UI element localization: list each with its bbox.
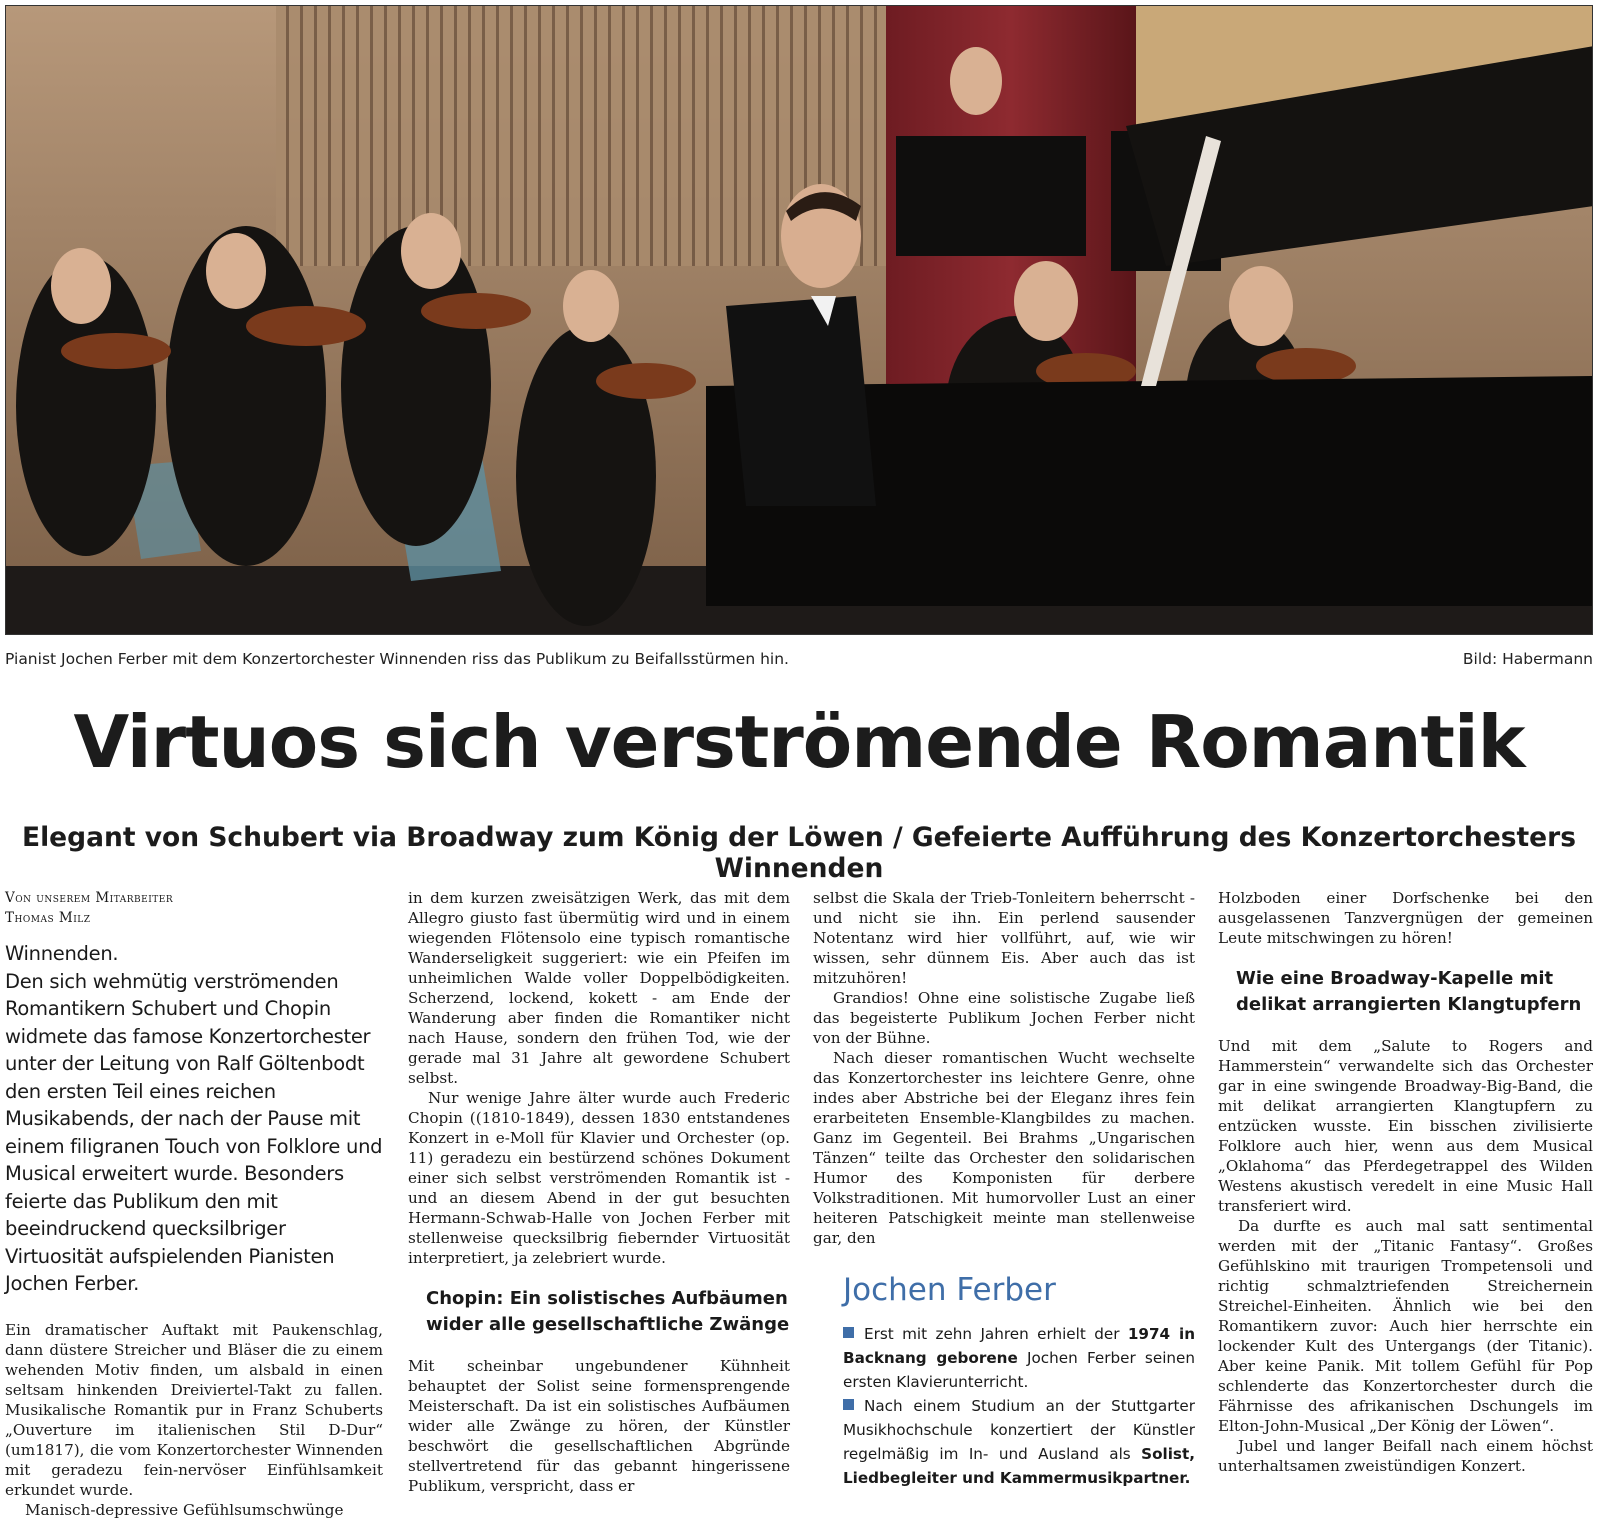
info-text: Jochen Ferber seinen ersten Klavierunterricht. bbox=[843, 1349, 1196, 1391]
section-subtitle: Chopin: Ein solistisches Aufbäumen wider alle gesellschaftliche Zwänge bbox=[426, 1288, 790, 1335]
body-paragraph: Und mit dem „Salute to Rogers and Hammerstein“ verwandelte sich das Orchester gar in eine swingende Broadway-Big-Band, die mit delikat arrangierten Klangtupfern zu entzücken wusste. Ein bisschen zivilisierte Folklore auch hier, wenn aus dem Musical „Oklahoma“ das Pferdegetrappel des Wilden Westens akustisch veredelt in eine Music Hall transferiert wird. bbox=[1218, 1037, 1593, 1215]
body-paragraph: Nach dieser romantischen Wucht wechselte das Konzertorchester ins leichtere Genre, ohne indes aber Abstriche bei der Eleganz ihres fein erarbeiteten Ensemble-Klangbildes zu machen. Ganz im Gegenteil. Bei Brahms „Ungarischen Tänzen“ teilte das Orchester den solidarischen Humor des Komponisten für derbere Volkstraditionen. Mit humorvoller Lust an einer heiteren Patschigkeit meinte man stellenweise gar, den bbox=[813, 1049, 1195, 1247]
column-2 bbox=[408, 888, 790, 1496]
column-4 bbox=[1218, 888, 1593, 1476]
info-box bbox=[813, 1272, 1195, 1490]
byline bbox=[5, 888, 383, 928]
section-subtitle: Wie eine Broadway-Kapelle mit delikat arrangierten Klangtupfern bbox=[1236, 968, 1582, 1015]
photo-caption: Pianist Jochen Ferber mit dem Konzertorchester Winnenden riss das Publikum zu Beifallsstürmen hin. bbox=[5, 650, 789, 668]
body-paragraph: Mit scheinbar ungebundener Kühnheit behauptet der Solist seine formensprengende Meisterschaft. Da ist ein solistisches Aufbäumen wider alle Zwänge zu hören, der Künstler beschwört die gesellschaftlichen Abgründe stellvertretend für das gebannt hingerissene Publikum, verspricht, dass er bbox=[408, 1357, 790, 1495]
bullet-square-icon bbox=[843, 1327, 854, 1338]
body-paragraph: Ein dramatischer Auftakt mit Paukenschlag, dann düstere Streicher und Bläser die zu einem wehenden Motiv finden, um alsbald in einen seltsam hinkenden Dreiviertel-Takt zu fallen. Musikalische Romantik pur in Franz Schuberts „Ouverture im italienischen Stil D-Dur“ (um1817), die vom Konzertorchester Winnenden mit geradezu fein-nervöser Einfühlsamkeit erkundet wurde. bbox=[5, 1320, 383, 1499]
byline-role: Von unserem Mitarbeiter bbox=[5, 890, 174, 906]
body-paragraph: Holzboden einer Dorfschenke bei den ausgelassenen Tanzvergnügen der gemeinen Leute mitschwingen zu hören! bbox=[1218, 889, 1593, 947]
info-text: Erst mit zehn Jahren erhielt der bbox=[864, 1325, 1120, 1343]
info-highlight: 1974 in Backnang geborene bbox=[843, 1325, 1196, 1367]
subheadline: Elegant von Schubert via Broadway zum König der Löwen / Gefeierte Aufführung des Konzertorchesters Winnenden bbox=[21, 822, 1576, 884]
body-paragraph: Jubel und langer Beifall nach einem höchst unterhaltsamen zweistündigen Konzert. bbox=[1218, 1437, 1593, 1475]
concert-photo-image bbox=[6, 6, 1593, 635]
body-paragraph: Nur wenige Jahre älter wurde auch Frederic Chopin ((1810-1849), dessen 1830 entstandenes Konzert in e-Moll für Klavier und Orchester (op. 11) geradezu ein bestürzend schönes Dokument einer sich selbst verströmenden Romantik ist - und an diesem Abend in der gut besuchten Hermann-Schwab-Halle von Jochen Ferber mit stellenweise quecksilbrig fiebernder Virtuosität interpretiert, ja zelebriert wurde. bbox=[408, 1089, 790, 1267]
concert-photo bbox=[5, 5, 1593, 635]
lead-text: Den sich wehmütig verströmenden Romantikern Schubert und Chopin widmete das famose Konzertorchester unter der Leitung von Ralf Göltenbodt den ersten Teil eines reichen Musikabends, der nach der Pause mit einem filigranen Touch von Folklore und Musical erweitert wurde. Besonders feierte das Publikum den mit beeindruckend quecksilbriger Virtuosität aufspielenden Pianisten Jochen Ferber. bbox=[5, 969, 383, 1295]
byline-author: Thomas Milz bbox=[5, 910, 91, 926]
info-box-title: Jochen Ferber bbox=[843, 1272, 1056, 1308]
body-paragraph: Grandios! Ohne eine solistische Zugabe ließ das begeisterte Publikum Jochen Ferber nicht von der Bühne. bbox=[813, 989, 1195, 1047]
photo-caption-row bbox=[5, 650, 1593, 668]
body-paragraph: Da durfte es auch mal satt sentimental werden mit der „Titanic Fantasy“. Großes Gefühlskino mit traurigen Trompetensoli und richtig schmalztriefenden Streichernein Streichel-Einheiten. Ähnlich wie bei den Romantikern zuvor: Auch hier herrschte ein lockender Kult des Untergangs (der Titanic). Aber keine Panik. Mit tollem Gefühl für Pop schlenderte das Konzertorchester durch die Fährnisse des afrikanischen Dschungels im Elton-John-Musical „Der König der Löwen“. bbox=[1218, 1217, 1593, 1435]
lead-paragraph bbox=[5, 940, 383, 1298]
headline: Virtuos sich verströmende Romantik bbox=[73, 700, 1525, 784]
bullet-square-icon bbox=[843, 1399, 854, 1410]
column-1 bbox=[5, 888, 383, 1520]
info-box-text bbox=[843, 1322, 1195, 1490]
photo-credit: Bild: Habermann bbox=[1462, 650, 1593, 668]
body-paragraph: selbst die Skala der Trieb-Tonleitern beherrscht - und nicht sie ihn. Ein perlend sausender Notentanz wird hier vollführt, auf, wie wir wissen, sehr dünnem Eis. Aber auch das ist mitzuhören! bbox=[813, 889, 1195, 987]
body-paragraph: in dem kurzen zweisätzigen Werk, das mit dem Allegro giusto fast übermütig wird und in einem wiegenden Flötensolo eine typisch romantische Wanderseligkeit suggeriert: wie ein Pfeifen im unheimlichen Walde voller Doppelbödigkeiten. Scherzend, lockend, kokett - am Ende der Wanderung aber finden die Romantiker nicht nach Hause, sondern den frühen Tod, wie der gerade mal 31 Jahre alt gewordene Schubert selbst. bbox=[408, 889, 790, 1087]
info-highlight: Solist, Liedbegleiter und Kammermusikpartner. bbox=[843, 1445, 1195, 1487]
dateline: Winnenden. bbox=[5, 942, 119, 965]
body-paragraph: Manisch-depressive Gefühlsumschwünge bbox=[25, 1500, 344, 1519]
info-text: Nach einem Studium an der Stuttgarter Musikhochschule konzertiert der Künstler regelmäßig im In- und Ausland als bbox=[843, 1397, 1195, 1463]
column-3 bbox=[813, 888, 1195, 1490]
